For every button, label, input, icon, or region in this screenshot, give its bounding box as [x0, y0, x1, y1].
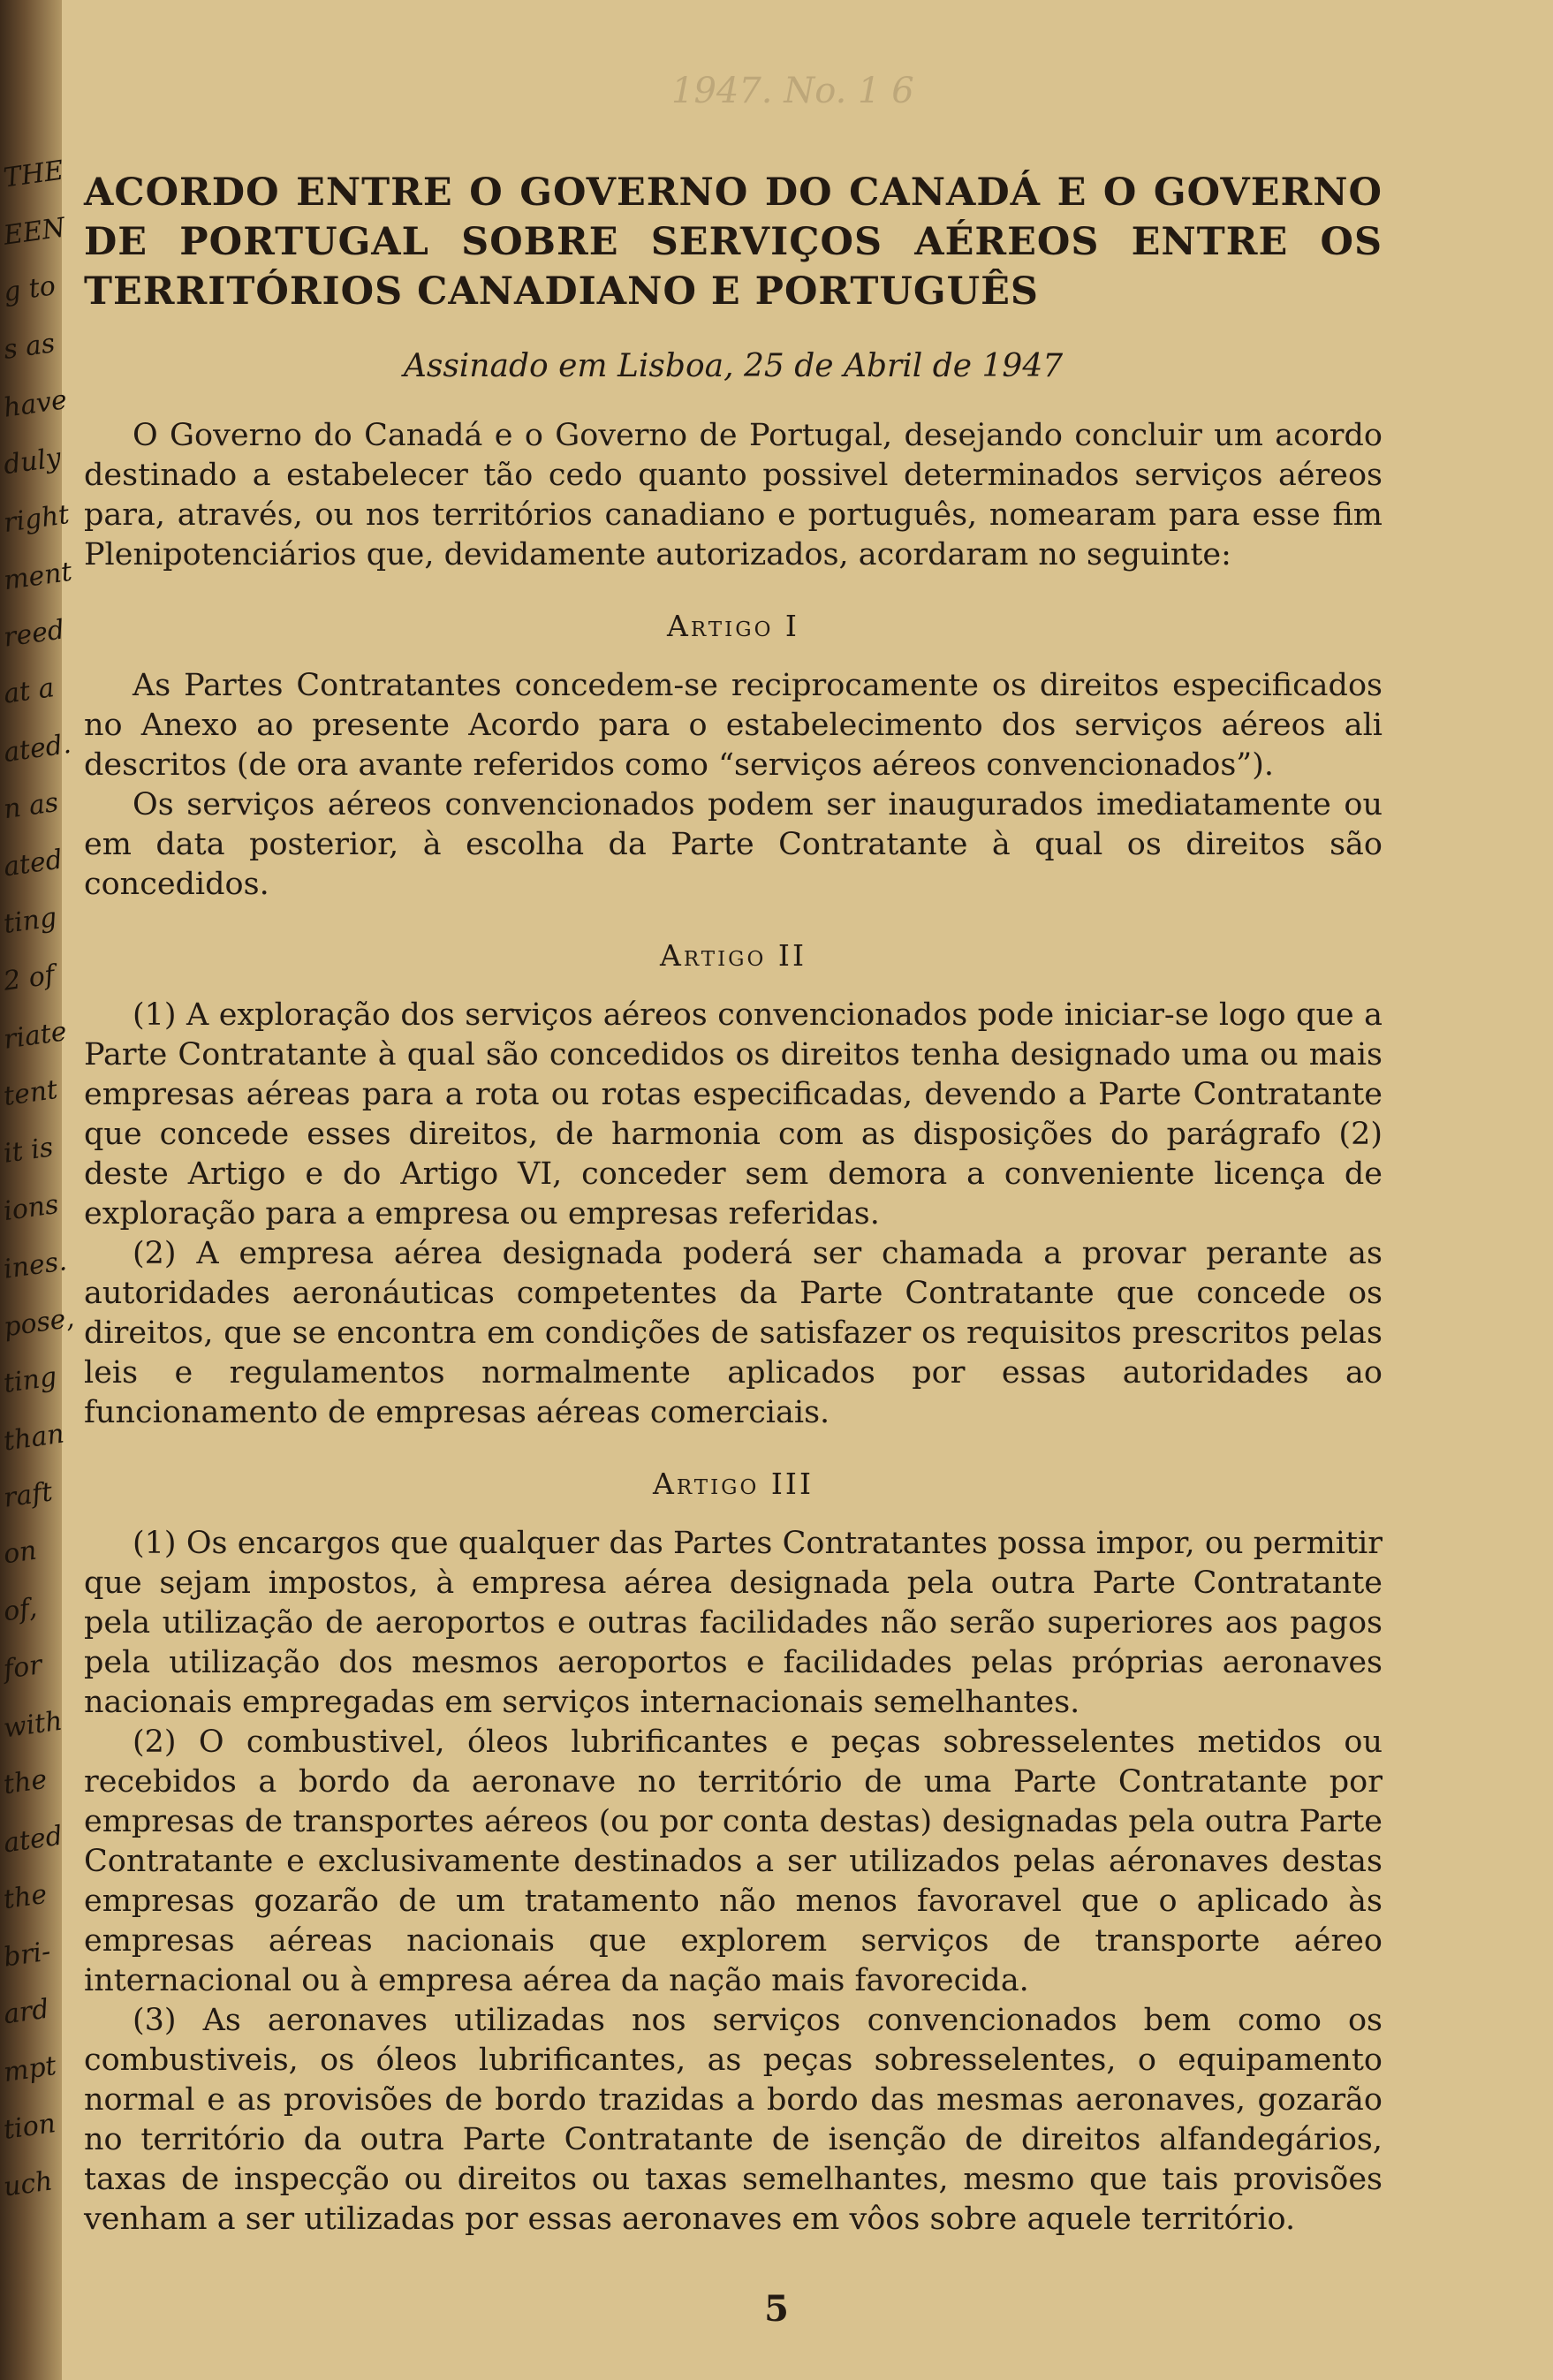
gutter-fragment: tion — [1, 2108, 58, 2146]
gutter-fragment: riate — [1, 1016, 69, 1056]
article-heading: Artigo II — [660, 938, 807, 973]
gutter-fragment: for — [1, 1649, 44, 1686]
gutter-fragment: reed — [1, 614, 67, 654]
gutter-fragment: EEN — [1, 212, 68, 252]
bleed-through-text: 1947. No. 1 6 — [671, 71, 914, 111]
articles — [84, 609, 1383, 2240]
article-heading: Artigo I — [667, 609, 799, 643]
article-paragraph: (1) A exploração dos serviços aéreos convencionados pode iniciar-se logo que a Parte Contratante à qual são concedidos os direitos tenha designado uma ou mais empresas aéreas para a rota ou rotas especificadas, devendo a Parte Contratante que concede esses direitos, de harmonia com as disposições do parágrafo (2) deste Artigo e do Artigo VI, conceder sem demora a conveniente licença de exploração para a empresa ou empresas referidas. — [84, 997, 1383, 1232]
gutter-fragment: of, — [1, 1592, 39, 1628]
gutter-fragment: the — [1, 1878, 49, 1916]
gutter-fragment: the — [1, 1763, 49, 1801]
gutter-fragment: ated. — [1, 728, 73, 769]
gutter-fragment: s as — [1, 328, 57, 366]
article-paragraph: (2) O combustivel, óleos lubrificantes e peças sobresselentes metidos ou recebidos a bordo da aeronave no território de uma Parte Contratante por empresas de transportes aéreos (ou por conta destas) designadas pela outra Parte Contratante e exclusivamente destinados a ser utilizados pelas aéronaves destas empresas gozarão de um tratamento não menos favoravel que o aplicado às empresas aéreas nacionais que explorem serviços de transporte aéreo internacional ou à empresa aérea da nação mais favorecida. — [84, 1724, 1383, 1998]
gutter-fragment: ment — [1, 556, 74, 597]
gutter-fragment: have — [1, 384, 70, 424]
gutter-fragment: pose, — [1, 1302, 76, 1344]
gutter-fragment: raft — [1, 1476, 55, 1514]
gutter-fragment: uch — [1, 2165, 55, 2203]
article-paragraph: (3) As aeronaves utilizadas nos serviços convencionados bem como os combustiveis, os óleos lubrificantes, as peças sobresselentes, o equipamento normal e as provisões de bordo trazidas a bordo das mesmas aeronaves, gozarão no território da outra Parte Contratante de isenção de direitos alfandegários, taxas de inspecção ou direitos ou taxas semelhantes, mesmo que tais provisões venham a ser utilizadas por essas aeronaves em vôos sobre aquele território. — [84, 2003, 1383, 2237]
gutter-fragment: with — [1, 1705, 64, 1745]
gutter-fragment: ated — [1, 1820, 65, 1860]
article-paragraph: Os serviços aéreos convencionados podem ser inaugurados imediatamente ou em data posterior, à escolha da Parte Contratante à qual os direitos são concedidos. — [84, 787, 1383, 902]
gutter-fragment: mpt — [1, 2050, 58, 2088]
signing-line: Assinado em Lisboa, 25 de Abril de 1947 — [403, 348, 1064, 384]
gutter-fragment: than — [1, 1418, 66, 1458]
gutter-fragment: ting — [1, 901, 59, 941]
gutter-fragment: duly — [1, 442, 64, 481]
gutter-fragment: ions — [1, 1188, 61, 1228]
gutter-fragment: n as — [1, 786, 61, 826]
gutter-fragment: right — [1, 498, 72, 540]
document-title: ACORDO ENTRE O GOVERNO DO CANADÁ E O GOVERNO DE PORTUGAL SOBRE SERVIÇOS AÉREOS ENTRE OS TERRITÓRIOS CANADIANO E PORTUGUÊS — [84, 171, 1383, 314]
gutter-fragment: bri- — [1, 1936, 53, 1974]
preamble — [84, 416, 1383, 575]
gutter-fragment: tent — [1, 1073, 60, 1113]
gutter-fragment: g to — [1, 270, 58, 308]
gutter-fragment: THE — [1, 155, 66, 194]
gutter-fragment: on — [1, 1535, 39, 1571]
article-paragraph: As Partes Contratantes concedem-se reciprocamente os direitos especificados no Anexo ao presente Acordo para o estabelecimento dos serviços aéreos ali descritos (de ora avante referidos como “serviços aéreos convencionados”). — [84, 668, 1383, 783]
article-paragraph: (2) A empresa aérea designada poderá ser chamada a provar perante as autoridades aeronáuticas competentes da Parte Contratante que concede os direitos, que se encontra em condições de satisfazer os requisitos prescritos pelas leis e regulamentos normalmente aplicados por essas autoridades ao funcionamento de empresas aéreas comerciais. — [84, 1236, 1383, 1430]
page-number: 5 — [764, 2288, 789, 2330]
document-page — [84, 168, 1383, 2240]
gutter-fragment: ard — [1, 1993, 51, 2031]
gutter-fragment: ting — [1, 1361, 59, 1400]
gutter-fragment: ated — [1, 844, 65, 883]
article-paragraph: (1) Os encargos que qualquer das Partes Contratantes possa impor, ou permitir que sejam impostos, à empresa aérea designada pela outra Parte Contratante pela utilização de aeroportos e outras facilidades não serão superiores aos pagos pela utilização dos mesmos aeroportos e facilidades pelas próprias aeronaves nacionais empregadas em serviços internacionais semelhantes. — [84, 1526, 1383, 1720]
article-heading: Artigo III — [653, 1467, 814, 1501]
gutter-fragment: 2 of — [1, 959, 57, 997]
gutter-fragment: ines. — [1, 1246, 69, 1285]
gutter-fragment: it is — [1, 1132, 56, 1170]
preamble-paragraph: O Governo do Canadá e o Governo de Portugal, desejando concluir um acordo destinado a estabelecer tão cedo quanto possivel determinados serviços aéreos para, através, ou nos territórios canadiano e português, nomearam para esse fim Plenipotenciários que, devidamente autorizados, acordaram no seguinte: — [84, 418, 1383, 572]
gutter-fragment: at a — [1, 672, 57, 710]
